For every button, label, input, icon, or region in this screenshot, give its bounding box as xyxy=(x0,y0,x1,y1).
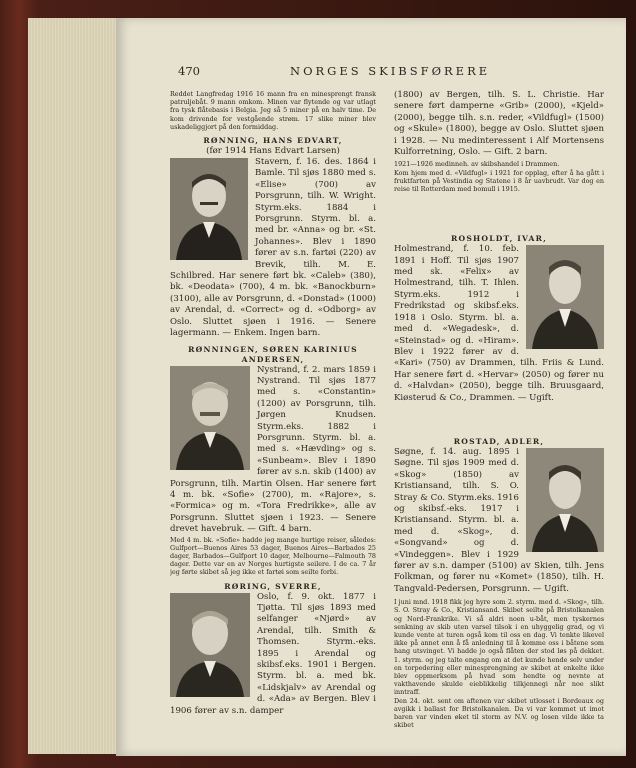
entry-text: Nystrand, f. 2. mars 1859 i Nystrand. Til sjøs 1877 med s. «Constantin» (1200) av Porsgrunn, tilh. Jørgen Knudsen. Styrm.eks. 1882 i Porsgrunn. Styrm. bl. a. med s. «Hævding» og s. «Sunbeam». Blev i 1890 fører av s.n. skib (1400) av Porsgrunn, tilh. Martin Olsen. Har senere ført 4 m. bk. «Sofie» (2700), m. «Rajore», s. «Formica» og m. «Tora Fredrikke», alle av Porsgrunn. Sluttet sjøen i 1923. — Senere drevet havebruk. — Gift. 4 barn. xyxy=(170,364,376,535)
entry-subname: (før 1914 Hans Edvart Larsen) xyxy=(206,146,340,157)
portrait-photo xyxy=(170,366,250,470)
entry-name: RØNNING, HANS EDVART, xyxy=(203,136,343,146)
entry-ronning xyxy=(170,131,376,340)
entry-rostad xyxy=(394,432,604,730)
entry-name: ROSTAD, ADLER, xyxy=(453,436,545,446)
portrait-photo xyxy=(526,245,604,349)
continued-note-2: Kom hjem med d. «Vildfugl» i 1921 for opplag, efter å ha gått i fruktfarten på Vestindia og Statene i 8 år uavbrudt. Var dog en reise til Rotterdam med bomull i 1915. xyxy=(394,168,604,194)
portrait-photo xyxy=(170,593,250,697)
entry-note-2: Den 24. okt. sent om aftenen var skibet utlosset i Bordeaux og avgikk i ballast for Bristolkanalen. Da vi var kommet ut imot baren var vinden øket til storm av N.V. og losen vilde ikke ta skibet xyxy=(394,696,604,730)
continued-text: (1800) av Bergen, tilh. S. L. Christie. Har senere ført damperne «Grib» (2000), «Kjeld» (2000), begge tilh. s.n. reder, «Vildfugl» (1500) og «Skule» (1800), begge av Oslo. Sluttet sjøen i 1928. — Nu medinteressent i Alf Mortensens Kulforretning, Oslo. — Gift. 2 barn. xyxy=(394,90,604,158)
entry-text: Holmestrand, f. 10. feb. 1891 i Hoff. Til sjøs 1907 med sk. «Felix» av Holmestrand, tilh. T. Ihlen. Styrm.eks. 1912 i Fredrikstad og skibsf.eks. 1918 i Oslo. Styrm. bl. a. med d. «Wegadesk», d. «Steinstad» og d. «Hiram». Blev i 1922 fører av d. «Kari» (750) av Drammen, tilh. Friis & Lund. Har senere ført d. «Hervar» (2050) og fører nu d. «Halvdan» (2050), begge tilh. Bruusgaard, Kiøsterud & Co., Drammen. — Ugift. xyxy=(394,244,604,403)
intro-note: Reddet Langfredag 1916 16 mann fra en minesprengt fransk patruljebåt. 9 mann omkom. Minen var flytende og var utlagt fra tysk flåtebasis i Belgia. Jeg så 5 miner på en halv time. De kom drivende for vestgående strøm. 17 slike miner blev uskadeliggjort på den formiddag. xyxy=(170,90,376,131)
running-header xyxy=(178,64,618,82)
page-number: 470 xyxy=(178,64,200,78)
portrait-photo xyxy=(526,448,604,552)
book-page xyxy=(116,18,626,756)
entry-note: I juni mnd. 1918 fikk jeg hyre som 2. styrm. med d. «Skog», tilh. S. O. Stray & Co., Kristiansand. Skibet seilte på Bristolkanalen og Nord-Frankrike. Vi så aldri noen u-båt, men tyskernes senkning av skib uten varsel tilsok i en uhyggelig grad, og vi kunde vente at turen også kom til oss en dag. Vi tenkte likevel ikke på annet enn å få anledning til å komme oss i båtene som hang utsvinget. Vi hadde jo også flåten der stod løs på dekket. 1. styrm. og jeg talte engang om at det kunde hende selv under en torpedering eller minesprengning av skibet at enkelte ikke blev oppmerksom på hvad som hendte og nevnte at vakthavende skulde eieblikkelig tilkjennegi når noe slikt inntraff. xyxy=(394,598,604,697)
entry-note: Med 4 m. bk. «Sofie» hadde jeg mange hurtige reiser, således: Gulfport—Buenos Aires 53 dager, Buenos Aires—Barbados 25 dager, Barbados—Gulfport 10 dager, Melbourne—Falmouth 78 dager. Dette var en av Norges hurtigste seilere. I de ca. 7 år jeg førte skibet så jeg ikke et fartøi som seilte forbi. xyxy=(170,535,376,577)
entry-text: Søgne, f. 14. aug. 1895 i Søgne. Til sjøs 1909 med d. «Skog» (1850) av Kristiansand, tilh. S. O. Stray & Co. Styrm.eks. 1916 og skibsf.-eks. 1917 i Kristiansand. Styrm. bl. a. med d. «Skog», d. «Songvand» og d. «Vindeggen». Blev i 1929 fører av s.n. damper (5100) av Skien, tilh. Jens Folkman, og fører nu «Komet» (1850), tilh. H. Tangvald-Pedersen, Porsgrunn. — Ugift. xyxy=(394,446,604,594)
entry-ronningen xyxy=(170,340,376,577)
continued-note: 1921—1926 medinneh. av skibshandel i Drammen. xyxy=(394,160,560,169)
entry-name: RØRING, SVERRE, xyxy=(224,581,322,591)
left-column xyxy=(170,90,376,717)
entry-rosholdt xyxy=(394,229,604,404)
portrait-photo xyxy=(170,158,248,260)
entry-name: RØNNINGEN, SØREN KARINIUS ANDERSEN, xyxy=(188,344,358,364)
entry-text: Oslo, f. 9. okt. 1877 i Tjøtta. Til sjøs 1893 med selfanger «Njørd» av Arendal, tilh. Smith & Thomsen. Styrm.-eks. 1895 i Arendal og skibsf.eks. 1901 i Bergen. Styrm. bl. a. med bk. «Lidskjalv» av Arendal og d. «Ada» av Bergen. Blev i 1906 fører av s.n. damper xyxy=(170,591,376,716)
right-column xyxy=(394,90,604,729)
entry-text: Stavern, f. 16. des. 1864 i Bamle. Til sjøs 1880 med s. «Elise» (700) av Porsgrunn, tilh. W. Wright. Styrm.eks. 1884 i Porsgrunn. Styrm. bl. a. med br. «Anna» og br. «St. Johannes». Blev i 1890 fører av s.n. fartøi (220) av Brevik, tilh. M. E. Schilbred. Har senere ført bk. «Caleb» (380), bk. «Deodata» (700), 4 m. bk. «Banockburn» (3100), alle av Porsgrunn, d. «Donstad» (1000) av Arendal, d. «Correct» og d. «Odborg» av Oslo. Sluttet sjøen i 1916. — Senere lagermann. — Enkem. Ingen barn. xyxy=(170,157,376,339)
entry-roring xyxy=(170,577,376,717)
entry-name: ROSHOLDT, IVAR, xyxy=(451,234,547,244)
page-edges xyxy=(28,18,120,754)
page-title: NORGES SKIBSFØRERE xyxy=(290,64,491,78)
